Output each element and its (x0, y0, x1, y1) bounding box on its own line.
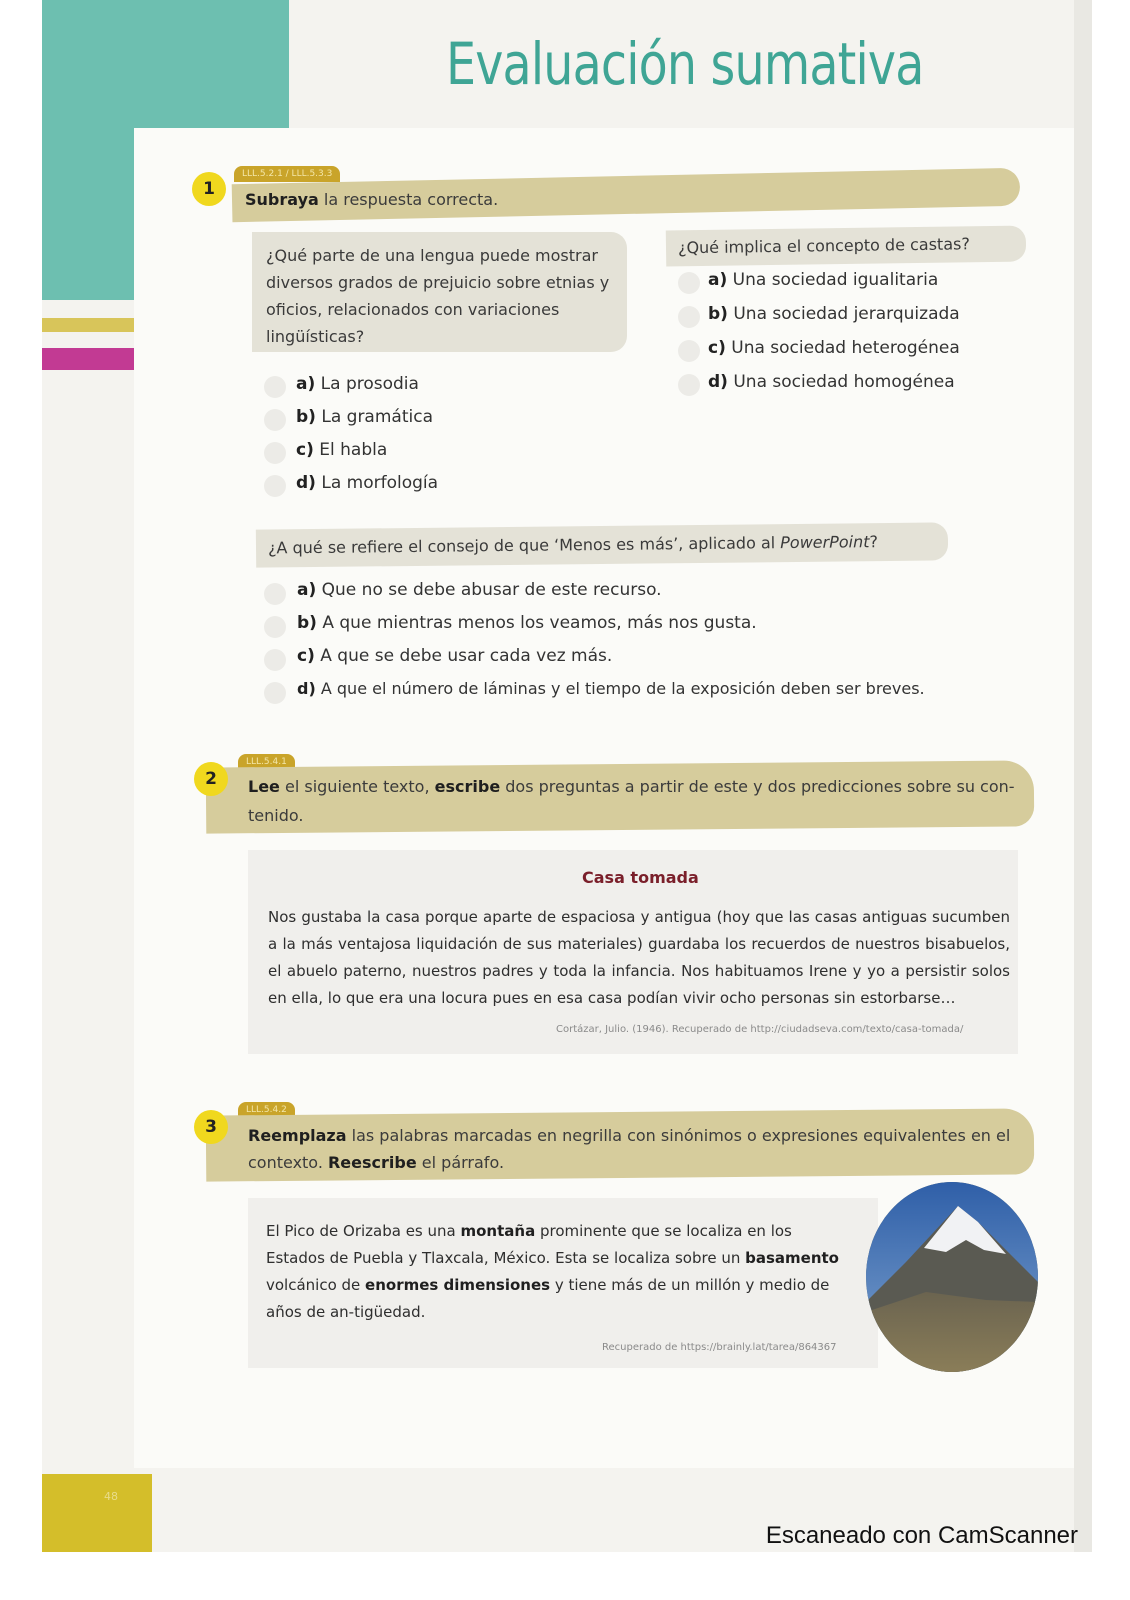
instruction-bold: Subraya (245, 190, 319, 209)
page-number: 48 (104, 1490, 118, 1503)
page-title: Evaluación sumativa (446, 30, 924, 98)
q3-option-c[interactable]: c) A que se debe usar cada vez más. (297, 646, 613, 666)
side-pink-bar (42, 348, 134, 370)
section-2-band (206, 760, 1035, 833)
reading-text: Nos gustaba la casa porque aparte de espaciosa y antigua (hoy que las casas antiguas sucumben a la más ventajosa liquidación de sus materiales) guardaba los recuerdos de nuestros bisabuelos, el abuelo paterno, nuestros padres y toda la infancia. Nos habituamos Irene y yo a persistir solos en ella, lo que era una locura pues en esa casa podían vivir ocho personas sin estorbarse… (268, 908, 1010, 1007)
answer-bubble-q2-c[interactable] (678, 340, 700, 362)
question-2-text: ¿Qué implica el concepto de castas? (677, 234, 971, 258)
section-3-tag: LLL.5.4.2 (238, 1102, 295, 1118)
answer-bubble-q3-d[interactable] (264, 682, 286, 704)
section-2-instruction-line-1: Lee el siguiente texto, escribe dos preguntas a partir de este y dos predicciones sobre su con- (248, 777, 1015, 796)
section-3-instruction-line-2: contexto. Reescribe el párrafo. (248, 1153, 505, 1172)
q2-option-b[interactable]: b) Una sociedad jerarquizada (708, 304, 960, 324)
answer-bubble-q1-a[interactable] (264, 376, 286, 398)
side-yellow-bar (42, 318, 134, 332)
section-2-instruction-line-2: tenido. (248, 806, 304, 825)
page-edge-shadow (1074, 0, 1092, 1552)
question-3-text: ¿A qué se refiere el consejo de que ‘Menos es más’, aplicado al PowerPoint? (267, 532, 879, 558)
answer-bubble-q1-c[interactable] (264, 442, 286, 464)
mountain-photo (866, 1182, 1038, 1372)
book-page (42, 0, 1092, 1552)
question-2-box (666, 225, 1026, 266)
section-2-tag: LLL.5.4.1 (238, 754, 295, 770)
section-1-instruction (245, 190, 498, 209)
section-1-number: 1 (192, 172, 226, 206)
answer-bubble-q2-d[interactable] (678, 374, 700, 396)
section-1-tag: LLL.5.2.1 / LLL.5.3.3 (234, 166, 340, 182)
q3-option-a[interactable]: a) Que no se debe abusar de este recurso. (297, 580, 662, 600)
q3-option-b[interactable]: b) A que mientras menos los veamos, más nos gusta. (297, 613, 757, 633)
mountain-photo-image (866, 1182, 1038, 1372)
q2-option-c[interactable]: c) Una sociedad heterogénea (708, 338, 960, 358)
answer-bubble-q3-a[interactable] (264, 583, 286, 605)
answer-bubble-q2-b[interactable] (678, 306, 700, 328)
scanner-watermark: Escaneado con CamScanner (765, 1522, 1078, 1549)
answer-bubble-q1-d[interactable] (264, 475, 286, 497)
answer-bubble-q2-a[interactable] (678, 272, 700, 294)
section-3-instruction-line-1: Reemplaza las palabras marcadas en negrilla con sinónimos o expresiones equivalentes en el (248, 1126, 1011, 1145)
q3-option-d[interactable]: d) A que el número de láminas y el tiempo de la exposición deben ser breves. (297, 679, 925, 698)
section-3-number: 3 (194, 1110, 228, 1144)
q1-option-c[interactable]: c) El habla (296, 440, 388, 460)
q1-option-a[interactable]: a) La prosodia (296, 374, 419, 394)
question-3-box (256, 522, 948, 567)
q2-option-a[interactable]: a) Una sociedad igualitaria (708, 270, 939, 290)
question-1-text: ¿Qué parte de una lengua puede mostrar diversos grados de prejuicio sobre etnias y oficios, relacionados con variaciones lingüísticas? (266, 246, 610, 346)
bold-word-montana: montaña (460, 1222, 536, 1240)
paragraph-citation: Recuperado de https://brainly.lat/tarea/864367 (602, 1342, 837, 1353)
paragraph-text: El Pico de Orizaba es una montaña prominente que se localiza en los Estados de Puebla y Tlaxcala, México. Esta se localiza sobre un basamento volcánico de enormes dimensiones y tiene más de un millón y medio de años de an-tigüedad. (266, 1222, 839, 1321)
page-number-block (42, 1474, 152, 1552)
answer-bubble-q3-c[interactable] (264, 649, 286, 671)
q1-option-b[interactable]: b) La gramática (296, 407, 433, 427)
q1-option-d[interactable]: d) La morfología (296, 473, 439, 493)
bold-word-enormes-dimensiones: enormes dimensiones (365, 1276, 551, 1294)
reading-citation: Cortázar, Julio. (1946). Recuperado de http://ciudadseva.com/texto/casa-tomada/ (556, 1024, 964, 1035)
answer-bubble-q3-b[interactable] (264, 616, 286, 638)
q2-option-d[interactable]: d) Una sociedad homogénea (708, 372, 955, 392)
bold-word-basamento: basamento (745, 1249, 839, 1267)
section-2-number: 2 (194, 762, 228, 796)
reading-title: Casa tomada (582, 868, 699, 887)
answer-bubble-q1-b[interactable] (264, 409, 286, 431)
instruction-text: la respuesta correcta. (318, 190, 499, 209)
question-1-box (252, 232, 627, 352)
